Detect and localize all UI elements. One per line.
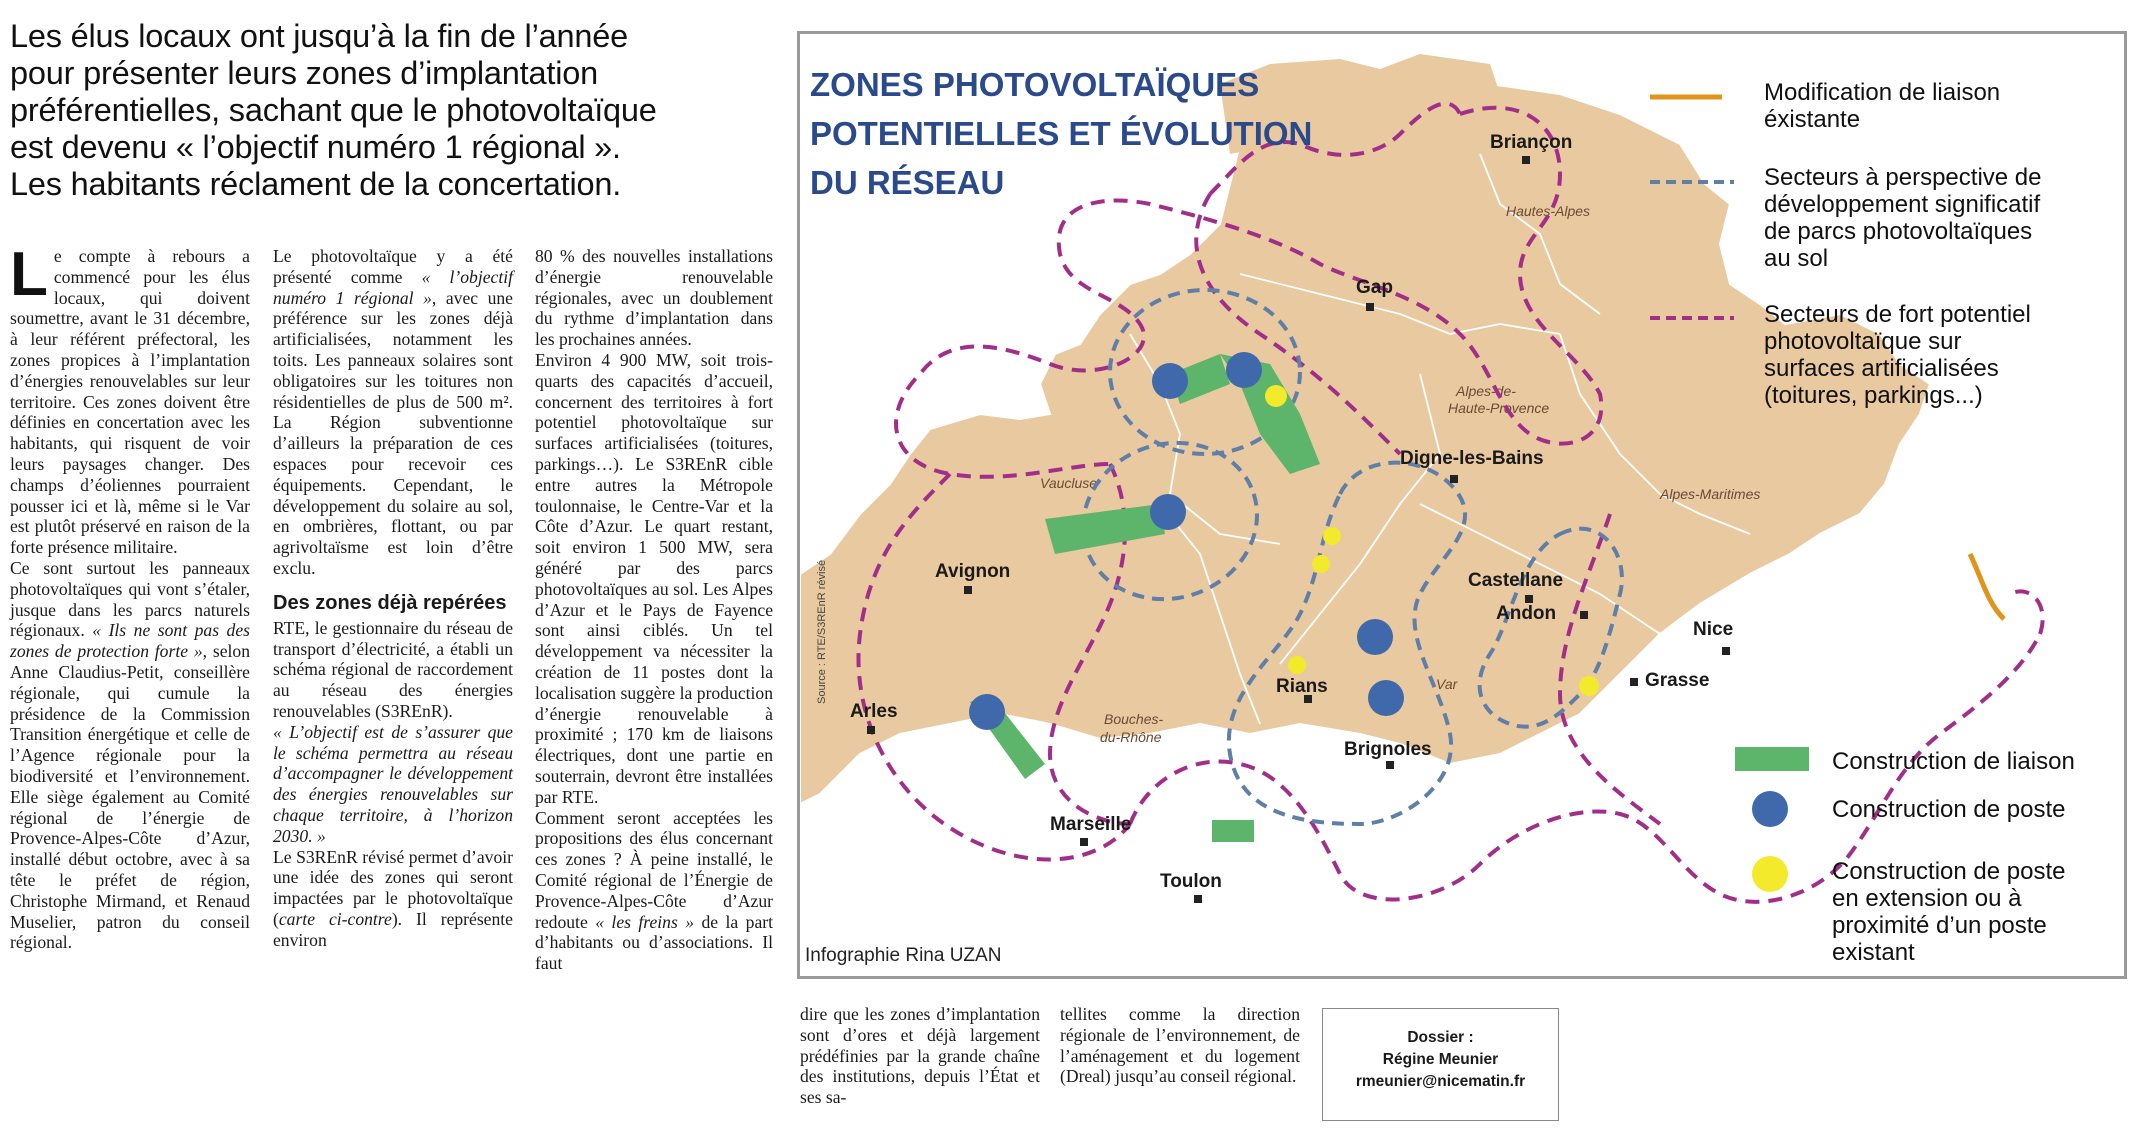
dept-label: du-Rhône [1100,729,1162,745]
lead-line: est devenu « l’objectif numéro 1 régional ». [10,129,621,165]
legend-text: au sol [1764,245,1829,272]
legend-text: éxistante [1764,106,1861,133]
lead-line: préférentielles, sachant que le photovoltaïque [10,92,657,128]
dept-label: Hautes-Alpes [1506,203,1591,219]
article-column-4 [800,1004,1040,1108]
dept-label: Vaucluse [1040,475,1098,491]
italic-ref: carte ci-contre [278,908,392,929]
legend-bottom [1735,747,2075,966]
city-label: Brignoles [1344,739,1432,760]
dept-label: Alpes-Maritimes [1660,486,1761,502]
lead-line: pour présenter leurs zones d’implantation [10,55,598,91]
legend-text: Construction de poste [1832,796,2066,823]
city-label: Gap [1356,277,1393,298]
map-source: Source : RTE/S3REnR révisé [816,559,828,704]
article-column-2 [273,246,513,951]
quote: « l’objectif numéro 1 régional » [273,266,513,308]
paragraph: ). Il représente environ [273,908,513,950]
paragraph: , selon Anne Claudius-Petit, conseillère régionale, qui cumule la présidence de la Commission Transition énergétique et celle de l’Agence régionale pour la biodiversité et l’environnement. Elle siège également au Comité régional de l’énergie de Provence-Alpes-Côte d’Azur, installé début octobre, avec à sa tête le préfet de région, Christophe Mirmand, et Renaud Muselier, patron du conseil régional. [10,641,250,953]
legend-text: Construction de liaison [1832,748,2075,775]
city-label: Marseille [1050,814,1132,835]
city-label: Castellane [1468,570,1564,591]
map-infographic [797,31,2127,979]
city-label: Briançon [1490,132,1573,153]
city-label: Arles [850,701,898,722]
paragraph: , avec une préférence sur les zones déjà artificialisées, notamment les toits. Les panneaux solaires sont obligatoires sur les toitures non résidentielles de plus de 500 m². La Région subventionne d’ailleurs la préparation de ces espaces pour recevoir ces équipements. Cependant, le développement du solaire au sol, en ombrières, flottant, ou par agrivoltaïsme est loin d’être exclu. [273,287,513,578]
map-title-line: DU RÉSEAU [810,164,1005,201]
legend-text: développement significatif [1764,191,2041,218]
city-label: Grasse [1645,670,1710,691]
paragraph: Ce sont surtout les panneaux photovoltaïques qui vont s’étaler, jusque dans les parcs naturels régionaux. [10,557,250,641]
lead-line: Les habitants réclament de la concertation. [10,166,622,202]
legend-text: photovoltaïque sur [1764,328,1962,355]
article-column-3 [535,246,773,974]
subheading: Des zones déjà repérées [273,591,507,614]
paragraph: tellites comme la direction régionale de l’environnement, de l’aménagement et du logement (Dreal) jusqu’au conseil régional. [1060,1004,1300,1087]
orange-modified-liaison [1970,554,2004,619]
legend-swatch-yellow-dot [1752,856,1788,892]
paragraph: Le photovoltaïque y a été présenté comme [273,246,513,287]
map-credit: Infographie Rina UZAN [805,945,1002,966]
quote: « les freins » [595,911,695,932]
city-label: Andon [1496,603,1557,624]
city-label: Toulon [1160,871,1222,892]
dossier-email: rmeunier@nicematin.fr [1355,1073,1526,1090]
legend-text: Secteurs à perspective de [1764,164,2042,191]
article-column-1 [10,240,250,953]
paragraph: Comment seront acceptées les propositions des élus concernant ces zones ? À peine installé, le Comité régional de l’Énergie de Provence-Alpes-Côte d’Azur redoute [535,807,773,932]
city-label: Digne-les-Bains [1400,448,1544,469]
legend-text: en extension ou à [1832,885,2022,912]
legend-text: de parcs photovoltaïques [1764,218,2033,245]
quote: « L’objectif est de s’assurer que le schéma permettra au réseau d’accompagner le développement des énergies renouvelables sur chaque territoire, à l’horizon 2030. » [273,721,513,846]
article-lead [10,18,775,203]
quote: « Ils ne sont pas des zones de protection forte » [10,620,250,662]
paragraph: Environ 4 900 MW, soit trois-quarts des capacités d’accueil, concernent des territoires à fort potentiel photovoltaïque sur surfaces artificialisées (toitures, parkings…). Le S3REnR cible entre autres la Métropole toulonnaise, le Centre-Var et la Côte d’Azur. Le quart restant, soit environ 1 500 MW, sera généré par des parcs photovoltaïques au sol. Les Alpes d’Azur et le Pays de Fayence sont ainsi ciblés. Un tel développement va nécessiter la création de 11 postes dont la localisation suggère la production d’énergie renouvelable à proximité ; 170 km de liaisons électriques, dont une partie en souterrain, devront être installées par RTE. [535,349,773,807]
drop-cap: L [10,240,48,309]
paragraph: RTE, le gestionnaire du réseau de transport d’électricité, a établi un schéma régional de raccordement au réseau des énergies renouvelables (S3REnR). [273,617,513,721]
lead-line: Les élus locaux ont jusqu’à la fin de l’année [10,18,628,54]
legend-swatch-green [1735,747,1809,771]
legend-text: surfaces artificialisées [1764,355,1999,382]
dossier-box [1322,1008,1559,1121]
dossier-author: Régine Meunier [1382,1051,1499,1068]
legend-text: (toitures, parkings...) [1764,382,1983,409]
city-label: Rians [1276,676,1328,697]
map-title-line: ZONES PHOTOVOLTAÏQUES [810,66,1260,103]
paragraph: 80 % des nouvelles installations d’énergie renouvelable régionales, avec un doublement du rythme d’implantation dans les prochaines années. [535,246,773,350]
paragraph: e compte à rebours a commencé pour les élus locaux, qui doivent soumettre, avant le 31 décembre, à leur référent préfectoral, les zones propices à l’implantation d’énergies renouvelables sur leur territoire. Ces zones doivent être définies en concertation avec les habitants, qui risquent de voir leurs paysages changer. Des champs d’éoliennes pourraient pousser ici et là, même si le Var est plutôt préservé en raison de la forte présence militaire. [10,246,250,558]
map-title-line: POTENTIELLES ET ÉVOLUTION [810,115,1313,152]
paragraph: dire que les zones d’implantation sont d’ores et déjà largement prédéfinies par la grande chaîne des institutions, depuis l’État et ses sa- [800,1004,1040,1108]
legend-text: Construction de poste [1832,858,2066,885]
legend-text: existant [1832,939,1915,966]
paragraph: de la part d’habitants ou d’associations. Il faut [535,911,773,974]
map-svg [800,34,2124,976]
legend-text: proximité d’un poste [1832,912,2047,939]
dept-label: Bouches- [1104,711,1164,727]
legend-text: Secteurs de fort potentiel [1764,301,2031,328]
article-column-5 [1060,1004,1300,1087]
dept-label: Haute-Provence [1448,400,1550,416]
dossier-label: Dossier : [1407,1029,1474,1046]
legend-text: Modification de liaison [1764,79,2001,106]
legend-swatch-blue-dot [1752,791,1788,827]
paragraph: Le S3REnR révisé permet d’avoir une idée des zones qui seront impactées par le photovoltaïque ( [273,846,513,929]
city-label: Nice [1693,619,1734,640]
city-label: Avignon [935,561,1011,582]
dept-label: Var [1436,676,1458,692]
dept-label: Alpes-de- [1456,383,1516,399]
